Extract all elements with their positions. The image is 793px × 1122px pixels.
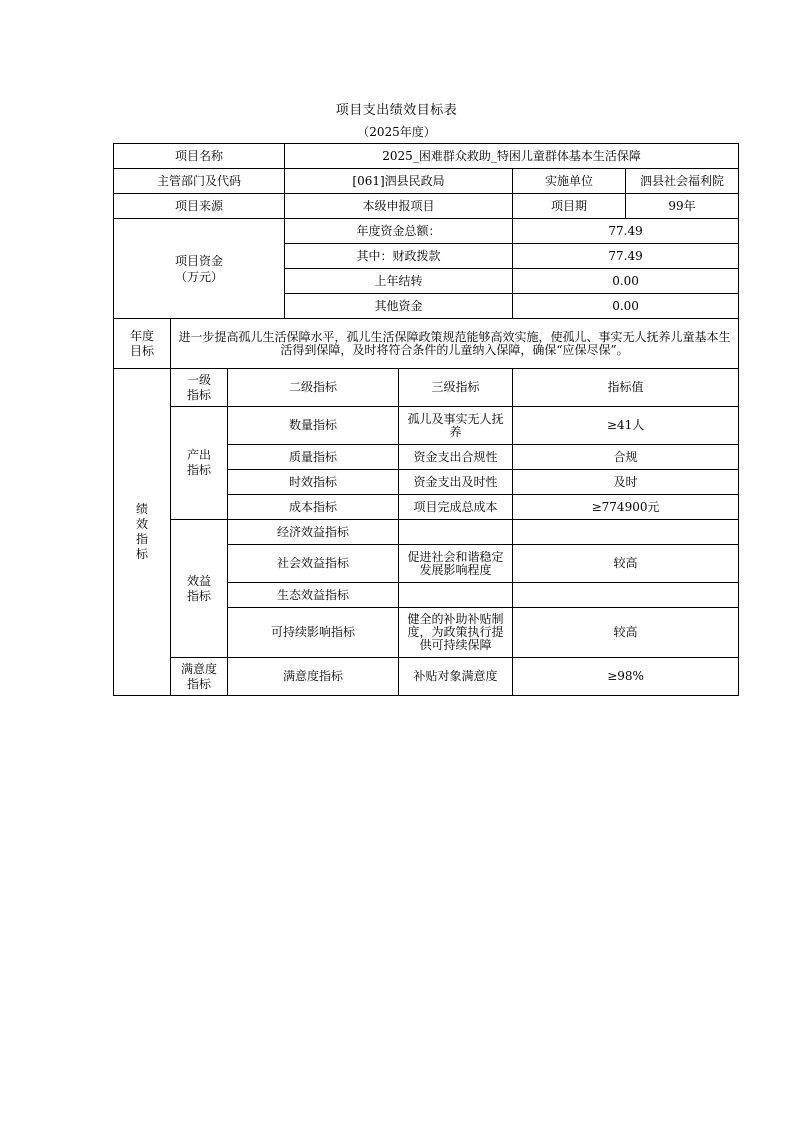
indicators-section-label (114, 369, 171, 696)
level3-cell: 补贴对象满意度 (399, 658, 513, 696)
document-subtitle: （2025年度） (357, 125, 436, 139)
value-cell (513, 583, 739, 608)
level3-cell: 健全的补助补贴制度，为政策执行提供可持续保障 (399, 608, 513, 658)
funds-other-label: 其他资金 (285, 294, 513, 319)
value-cell: ≥41人 (513, 407, 739, 445)
funds-fiscal-value: 77.49 (513, 244, 739, 269)
impl-unit-value: 泗县社会福利院 (626, 169, 739, 194)
level2-cell: 生态效益指标 (228, 583, 399, 608)
source-value: 本级申报项目 (285, 194, 513, 219)
level3-cell: 资金支出合规性 (399, 445, 513, 470)
funds-other-value: 0.00 (513, 294, 739, 319)
table-row (114, 407, 739, 445)
source-label: 项目来源 (114, 194, 285, 219)
value-cell: ≥774900元 (513, 495, 739, 520)
value-cell (513, 520, 739, 545)
level2-cell: 经济效益指标 (228, 520, 399, 545)
value-cell: 及时 (513, 470, 739, 495)
period-label: 项目期 (513, 194, 626, 219)
row-department (114, 169, 739, 194)
level2-cell: 时效指标 (228, 470, 399, 495)
value-cell: 合规 (513, 445, 739, 470)
level3-cell: 促进社会和谐稳定发展影响程度 (399, 545, 513, 583)
funds-carryover-value: 0.00 (513, 269, 739, 294)
table-row (114, 658, 739, 696)
project-name-label: 项目名称 (114, 144, 285, 169)
value-cell: 较高 (513, 545, 739, 583)
indicators-section-text: 绩效指标 (135, 502, 148, 561)
satisfaction-indicator-text: 满意度指标 (180, 661, 217, 691)
col-level1-text: 一级指标 (186, 372, 211, 402)
dept-label: 主管部门及代码 (114, 169, 285, 194)
period-value: 99年 (626, 194, 739, 219)
funds-label-text: 项目资金（万元） (175, 253, 224, 284)
goal-label-text: 年度目标 (129, 328, 154, 358)
dept-value: [061]泗县民政局 (285, 169, 513, 194)
col-level3-header: 三级指标 (399, 369, 513, 407)
benefit-indicator-label (171, 520, 228, 658)
level3-cell (399, 520, 513, 545)
performance-goal-table (113, 143, 739, 696)
impl-unit-label: 实施单位 (513, 169, 626, 194)
funds-label (114, 219, 285, 319)
value-cell: ≥98% (513, 658, 739, 696)
level2-cell: 满意度指标 (228, 658, 399, 696)
output-indicator-text: 产出指标 (186, 448, 211, 477)
output-indicator-label (171, 407, 228, 520)
level2-cell: 质量指标 (228, 445, 399, 470)
level3-cell: 资金支出及时性 (399, 470, 513, 495)
level2-cell: 可持续影响指标 (228, 608, 399, 658)
level2-cell: 社会效益指标 (228, 545, 399, 583)
satisfaction-indicator-label (171, 658, 228, 696)
goal-label (114, 319, 171, 369)
funds-fiscal-label: 其中：财政拨款 (285, 244, 513, 269)
goal-text: 进一步提高孤儿生活保障水平，孤儿生活保障政策规范能够高效实施，使孤儿、事实无人抚养儿童基本生活得到保障，及时将符合条件的儿童纳入保障，确保“应保尽保”。 (171, 319, 739, 369)
table-row (114, 520, 739, 545)
level3-cell (399, 583, 513, 608)
col-level2-header: 二级指标 (228, 369, 399, 407)
level2-cell: 成本指标 (228, 495, 399, 520)
col-level1-header (171, 369, 228, 407)
funds-carryover-label: 上年结转 (285, 269, 513, 294)
value-cell: 较高 (513, 608, 739, 658)
level2-cell: 数量指标 (228, 407, 399, 445)
project-name-value: 2025_困难群众救助_特困儿童群体基本生活保障 (285, 144, 739, 169)
row-funds-total (114, 219, 739, 244)
document-title: 项目支出绩效目标表 (335, 103, 458, 118)
funds-total-label: 年度资金总额： (285, 219, 513, 244)
row-annual-goal (114, 319, 739, 369)
row-indicator-header (114, 369, 739, 407)
row-source (114, 194, 739, 219)
benefit-indicator-text: 效益指标 (186, 573, 211, 603)
level3-cell: 项目完成总成本 (399, 495, 513, 520)
row-project-name (114, 144, 739, 169)
funds-total-value: 77.49 (513, 219, 739, 244)
col-value-header: 指标值 (513, 369, 739, 407)
level3-cell: 孤儿及事实无人抚养 (399, 407, 513, 445)
